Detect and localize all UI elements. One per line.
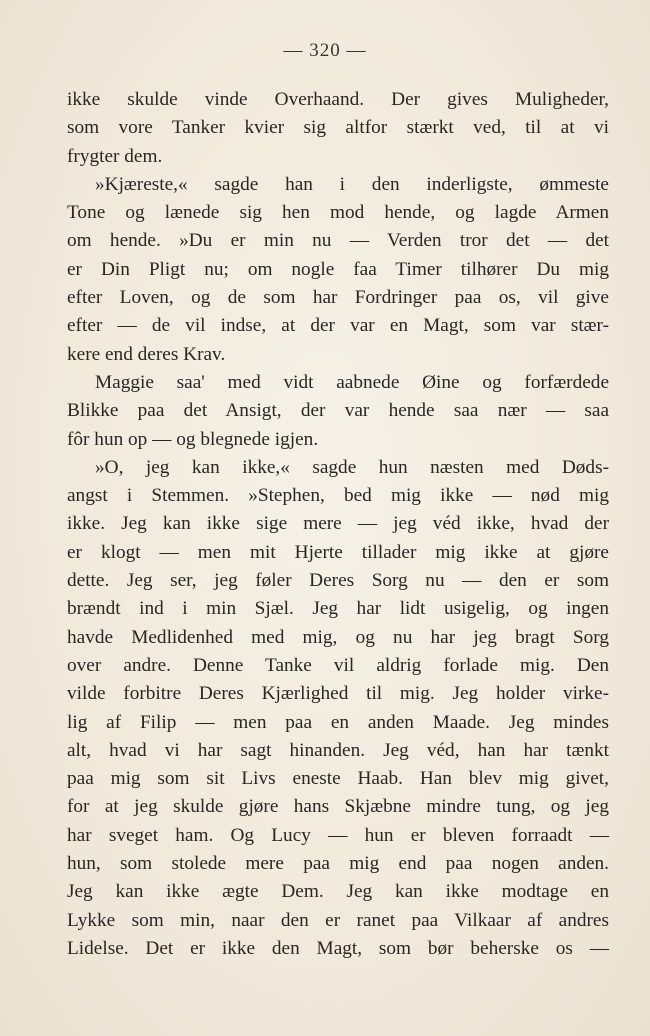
- text-line: lig af Filip — men paa en anden Maade. Jeg mindes: [67, 711, 609, 733]
- text-line: vilde forbitre Deres Kjærlighed til mig. Jeg holder virke-: [67, 683, 609, 705]
- text-line: ikke. Jeg kan ikke sige mere — jeg véd ikke, hvad der: [67, 513, 609, 535]
- text-line: angst i Stemmen. »Stephen, bed mig ikke — nød mig: [67, 485, 609, 507]
- text-line: Jeg kan ikke ægte Dem. Jeg kan ikke modtage en: [67, 881, 609, 903]
- text-line: Maggie saa' med vidt aabnede Øine og forfærdede: [95, 371, 609, 393]
- text-line: over andre. Denne Tanke vil aldrig forlade mig. Den: [67, 654, 609, 676]
- text-line: fôr hun op — og blegnede igjen.: [67, 428, 319, 450]
- text-line: Lidelse. Det er ikke den Magt, som bør beherske os —: [67, 937, 609, 959]
- text-line: har sveget ham. Og Lucy — hun er bleven forraadt —: [67, 824, 609, 846]
- text-line: »O, jeg kan ikke,« sagde hun næsten med Døds-: [95, 456, 609, 478]
- text-line: havde Medlidenhed med mig, og nu har jeg bragt Sorg: [67, 626, 609, 648]
- text-line: Tone og lænede sig hen mod hende, og lagde Armen: [67, 202, 609, 224]
- text-line: Blikke paa det Ansigt, der var hende saa nær — saa: [67, 400, 609, 422]
- text-line: om hende. »Du er min nu — Verden tror det — det: [67, 230, 609, 252]
- text-line: alt, hvad vi har sagt hinanden. Jeg véd, han har tænkt: [67, 739, 609, 761]
- text-line: efter Loven, og de som har Fordringer paa os, vil give: [67, 287, 609, 309]
- text-line: dette. Jeg ser, jeg føler Deres Sorg nu — den er som: [67, 570, 609, 592]
- text-line: »Kjæreste,« sagde han i den inderligste, ømmeste: [95, 173, 609, 195]
- text-line: paa mig som sit Livs eneste Haab. Han blev mig givet,: [67, 768, 609, 790]
- text-line: Lykke som min, naar den er ranet paa Vilkaar af andres: [67, 909, 609, 931]
- text-line: kere end deres Krav.: [67, 343, 226, 365]
- text-line: for at jeg skulde gjøre hans Skjæbne mindre tung, og jeg: [67, 796, 609, 818]
- text-line: som vore Tanker kvier sig altfor stærkt ved, til at vi: [67, 117, 609, 139]
- text-line: hun, som stolede mere paa mig end paa nogen anden.: [67, 853, 609, 875]
- text-line: ikke skulde vinde Overhaand. Der gives Muligheder,: [67, 89, 609, 110]
- body-text: [67, 86, 609, 963]
- text-line: frygter dem.: [67, 145, 163, 167]
- page-number: — 320 —: [283, 40, 367, 61]
- text-line: er Din Pligt nu; om nogle faa Timer tilhører Du mig: [67, 258, 609, 280]
- text-line: efter — de vil indse, at der var en Magt, som var stær-: [67, 315, 609, 337]
- text-line: er klogt — men mit Hjerte tillader mig ikke at gjøre: [67, 541, 609, 563]
- text-line: brændt ind i min Sjæl. Jeg har lidt usigelig, og ingen: [67, 598, 609, 620]
